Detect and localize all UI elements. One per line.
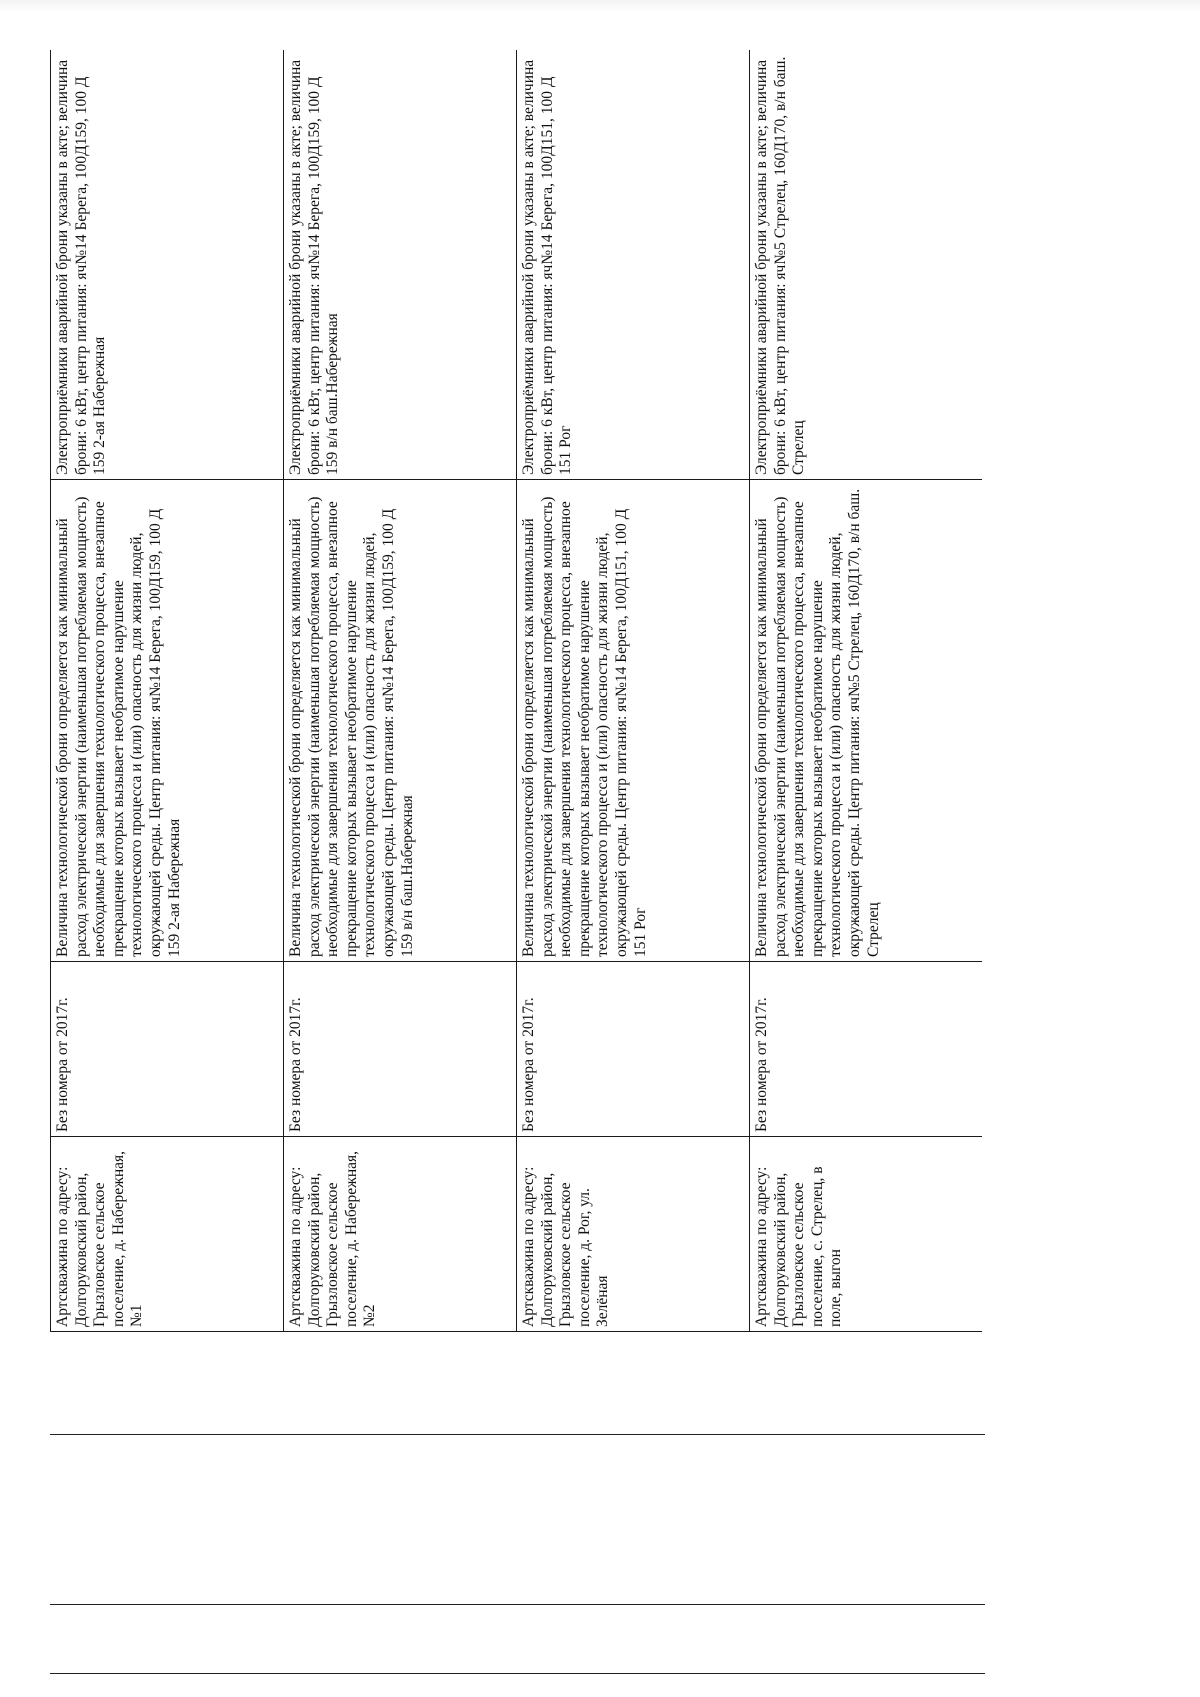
horizontal-rule [50,1604,985,1605]
rotated-table-frame [50,50,982,1332]
document-cell: Без номера от 2017г. [517,962,750,1137]
object-cell: Артскважина по адресу: Долгоруковский район, Грызловское сельское поселение, д. Рог, ул. Зелёная [517,1137,750,1332]
scan-top-edge [0,0,1200,12]
tech-reserve-cell: Величина технологической брони определяется как минимальный расход электрической энергии (наименьшая потребляемая мощность) необходимые для завершения технологического процесса, внезапное прекращение которых вызывает необратимое нарушение технологического процесса и (или) опасность для жизни людей, окружающей среды. Центр питания: яч№14 Берега, 100Д159, 100 Д 159 2-ая Набережная [51,480,284,962]
document-cell: Без номера от 2017г. [51,962,284,1137]
table-row [284,50,517,1332]
horizontal-rule [50,1434,985,1435]
tech-reserve-cell: Величина технологической брони определяется как минимальный расход электрической энергии (наименьшая потребляемая мощность) необходимые для завершения технологического процесса, внезапное прекращение которых вызывает необратимое нарушение технологического процесса и (или) опасность для жизни людей, окружающей среды. Центр питания: яч№14 Берега, 100Д159, 100 Д 159 в/н баш.Набережная [284,480,517,962]
emergency-reserve-cell: Электроприёмники аварийной брони указаны в акте; величина брони: 6 кВт, центр питания: яч№5 Стрелец, 160Д170, в/н баш. Стрелец [750,50,983,480]
document-cell: Без номера от 2017г. [750,962,983,1137]
tech-reserve-cell: Величина технологической брони определяется как минимальный расход электрической энергии (наименьшая потребляемая мощность) необходимые для завершения технологического процесса, внезапное прекращение которых вызывает необратимое нарушение технологического процесса и (или) опасность для жизни людей, окружающей среды. Центр питания: яч№5 Стрелец, 160Д170, в/н баш. Стрелец [750,480,983,962]
emergency-reserve-cell: Электроприёмники аварийной брони указаны в акте; величина брони: 6 кВт, центр питания: яч№14 Берега, 100Д159, 100 Д 159 в/н баш.Набережная [284,50,517,480]
object-cell: Артскважина по адресу: Долгоруковский район, Грызловское сельское поселение, с. Стрелец, в поле, выгон [750,1137,983,1332]
object-cell: Артскважина по адресу: Долгоруковский район, Грызловское сельское поселение, д. Набережная, №1 [51,1137,284,1332]
table-row [51,50,284,1332]
horizontal-rule [50,1673,985,1674]
table-row [517,50,750,1332]
table-row [750,50,983,1332]
emergency-reserve-cell: Электроприёмники аварийной брони указаны в акте; величина брони: 6 кВт, центр питания: яч№14 Берега, 100Д159, 100 Д 159 2-ая Набережная [51,50,284,480]
document-cell: Без номера от 2017г. [284,962,517,1137]
reservation-table [50,50,982,1332]
tech-reserve-cell: Величина технологической брони определяется как минимальный расход электрической энергии (наименьшая потребляемая мощность) необходимые для завершения технологического процесса, внезапное прекращение которых вызывает необратимое нарушение технологического процесса и (или) опасность для жизни людей, окружающей среды. Центр питания: яч№14 Берега, 100Д151, 100 Д 151 Рог [517,480,750,962]
rotated-table [50,50,982,1332]
emergency-reserve-cell: Электроприёмники аварийной брони указаны в акте; величина брони: 6 кВт, центр питания: яч№14 Берега, 100Д151, 100 Д 151 Рог [517,50,750,480]
object-cell: Артскважина по адресу: Долгоруковский район, Грызловское сельское поселение, д. Набережная, №2 [284,1137,517,1332]
